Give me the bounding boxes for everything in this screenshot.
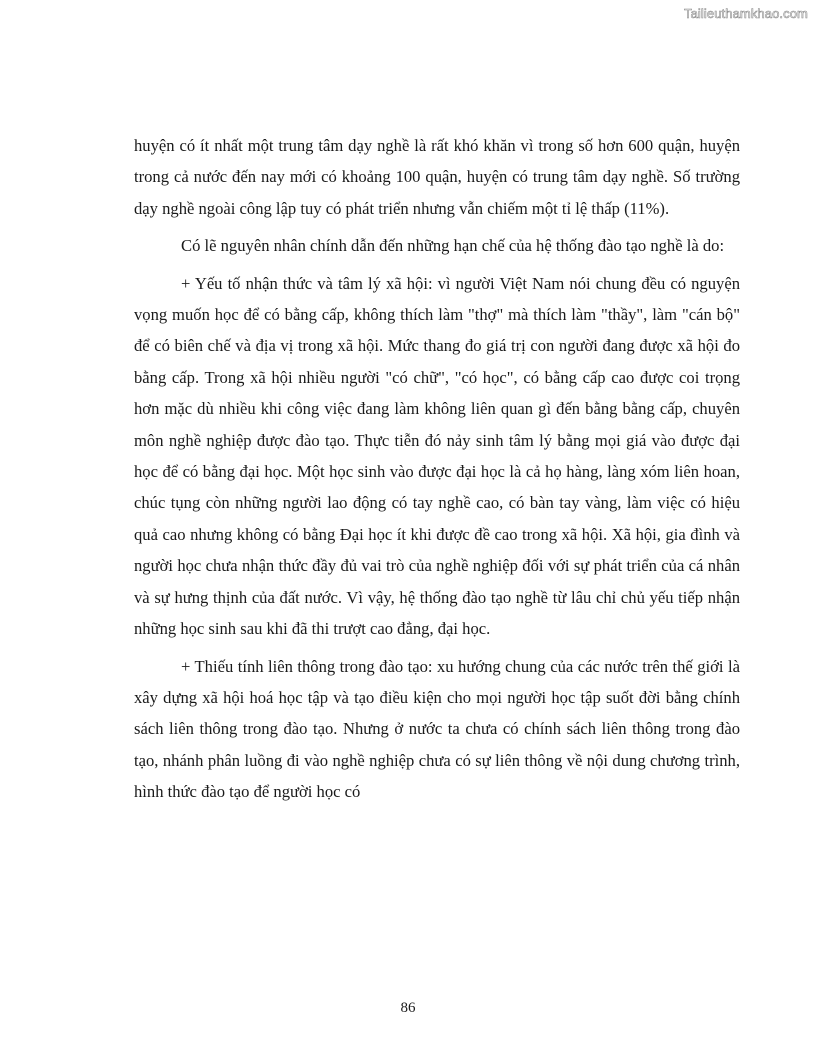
page-number: 86 <box>400 1000 416 1016</box>
watermark: Tailieuthamkhao.com <box>683 6 808 21</box>
paragraph-lack-of-connectivity: + Thiếu tính liên thông trong đào tạo: xu hướng chung của các nước trên thế giới là xây dựng xã hội hoá học tập và tạo điều kiện cho mọi người học tập suốt đời bằng chính sách liên thông trong đào tạo. Nhưng ở nước ta chưa có chính sách liên thông trong đào tạo, nhánh phân luồng đi vào nghề nghiệp chưa có sự liên thông về nội dung chương trình, hình thức đào tạo để người học có <box>134 656 740 802</box>
paragraph-main-causes: Có lẽ nguyên nhân chính dẫn đến những hạn chế của hệ thống đào tạo nghề là do: <box>181 236 725 256</box>
paragraph-social-awareness: + Yếu tố nhận thức và tâm lý xã hội: vì người Việt Nam nói chung đều có nguyện vọng muốn học để có bằng cấp, không thích làm "thợ" mà thích làm "thầy", làm "cán bộ" để có biên chế và địa vị trong xã hội. Mức thang đo giá trị con người đang được xã hội đo bằng cấp. Trong xã hội nhiều người "có chữ", "có học", có bằng cấp cao được coi trọng hơn mặc dù nhiều khi công việc đang làm không liên quan gì đến bằng bằng cấp, chuyên môn nghề nghiệp được đào tạo. Thực tiễn đó nảy sinh tâm lý bằng mọi giá vào được đại học để có bằng đại học. Một học sinh vào được đại học là cả họ hàng, làng xóm liên hoan, chúc tụng còn những người lao động có tay nghề cao, có bàn tay vàng, làm việc có hiệu quả cao nhưng không có bằng Đại học ít khi được đề cao trong xã hội. Xã hội, gia đình và người học chưa nhận thức đầy đủ vai trò của nghề nghiệp đối với sự phát triển của cá nhân và sự hưng thịnh của đất nước. Vì vậy, hệ thống đào tạo nghề từ lâu chỉ chủ yếu tiếp nhận những học sinh sau khi đã thi trượt cao đẳng, đại học. <box>134 273 740 639</box>
document-body <box>134 130 740 814</box>
paragraph-continuation: huyện có ít nhất một trung tâm dạy nghề là rất khó khăn vì trong số hơn 600 quận, huyện trong cả nước đến nay mới có khoảng 100 quận, huyện có trung tâm dạy nghề. Số trường dạy nghề ngoài công lập tuy có phát triển nhưng vẫn chiếm một tỉ lệ thấp (11%). <box>134 136 740 218</box>
